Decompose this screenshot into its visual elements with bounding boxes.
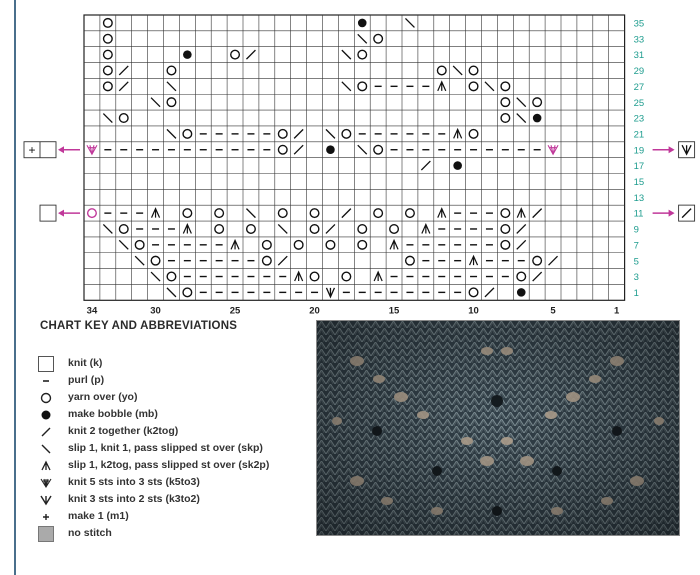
bobble-dot-icon bbox=[453, 161, 462, 170]
row-11-left-box bbox=[40, 205, 56, 221]
legend-label: no stitch bbox=[68, 527, 112, 539]
lace-texture-image bbox=[317, 321, 679, 535]
column-number: 10 bbox=[468, 305, 479, 317]
legend-label: yarn over (yo) bbox=[68, 391, 138, 403]
column-number: 20 bbox=[309, 305, 320, 317]
chart-grid bbox=[84, 15, 625, 300]
column-number: 30 bbox=[150, 305, 161, 317]
legend-title: CHART KEY AND ABBREVIATIONS bbox=[40, 320, 238, 332]
legend-item-k3to2 bbox=[38, 492, 308, 508]
legend-label: knit 5 sts into 3 sts (k5to3) bbox=[68, 476, 200, 488]
row-number: 1 bbox=[633, 287, 639, 299]
no-stitch-box-icon bbox=[38, 526, 54, 542]
purl-dash-icon bbox=[38, 373, 54, 389]
legend-label: slip 1, k2tog, pass slipped st over (sk2p) bbox=[68, 459, 270, 471]
marker-box bbox=[40, 205, 56, 221]
row-number: 29 bbox=[633, 66, 645, 78]
row-number: 35 bbox=[633, 18, 645, 30]
legend-item-k5to3 bbox=[38, 475, 308, 491]
column-number: 25 bbox=[229, 305, 241, 317]
row-number: 11 bbox=[633, 208, 644, 220]
k2tog-slash-icon bbox=[38, 424, 54, 440]
legend-item-yo bbox=[38, 390, 308, 406]
sk2p-caret-icon bbox=[38, 458, 54, 474]
row-number: 19 bbox=[633, 145, 645, 157]
row-number: 21 bbox=[633, 129, 645, 141]
legend-item-k2tog bbox=[38, 424, 308, 440]
legend-item-no-stitch bbox=[38, 526, 308, 542]
left-arrow-head bbox=[58, 146, 64, 153]
bobble-dot-icon bbox=[183, 50, 192, 59]
k5to3-fork-icon bbox=[38, 475, 54, 491]
legend-label: knit 3 sts into 2 sts (k3to2) bbox=[68, 493, 200, 505]
column-number: 15 bbox=[388, 305, 400, 317]
row-number: 9 bbox=[633, 224, 639, 236]
legend-item-knit bbox=[38, 356, 308, 372]
bobble-dot-icon bbox=[517, 288, 526, 297]
legend-item-m1 bbox=[38, 509, 308, 525]
skp-backslash-icon bbox=[38, 441, 54, 457]
bobble-dot-icon bbox=[326, 145, 335, 154]
row-number: 31 bbox=[633, 50, 645, 62]
row-number: 7 bbox=[633, 240, 639, 252]
right-arrow-head bbox=[669, 210, 675, 217]
m1-plus-icon: + bbox=[28, 143, 36, 158]
legend-label: purl (p) bbox=[68, 374, 105, 386]
legend-item-purl bbox=[38, 373, 308, 389]
row-number: 13 bbox=[633, 192, 645, 204]
bobble-dot-icon bbox=[533, 114, 542, 123]
m1-plus-icon bbox=[38, 509, 54, 525]
legend-item-skp bbox=[38, 441, 308, 457]
bobble-dot-icon bbox=[38, 407, 54, 423]
row-number: 3 bbox=[633, 272, 639, 284]
column-number: 5 bbox=[550, 305, 556, 317]
legend-label: knit 2 together (k2tog) bbox=[68, 425, 179, 437]
legend-label: make 1 (m1) bbox=[68, 510, 129, 522]
legend-item-bobble bbox=[38, 407, 308, 423]
legend-label: knit (k) bbox=[68, 357, 103, 369]
column-numbers bbox=[87, 305, 620, 316]
column-number: 1 bbox=[614, 305, 620, 317]
row-number: 27 bbox=[633, 81, 645, 93]
column-number: 34 bbox=[86, 305, 98, 317]
left-arrow-head bbox=[58, 210, 64, 217]
bobble-dot-icon bbox=[358, 19, 367, 28]
row-number: 33 bbox=[633, 34, 645, 46]
legend-label: slip 1, knit 1, pass slipped st over (skp) bbox=[68, 442, 263, 454]
row-number: 5 bbox=[633, 256, 639, 268]
row-number: 23 bbox=[633, 113, 645, 125]
k3to2-fork-icon bbox=[38, 492, 54, 508]
legend-item-sk2p bbox=[38, 458, 308, 474]
row-number: 25 bbox=[633, 97, 645, 109]
legend-label: make bobble (mb) bbox=[68, 408, 158, 420]
row-numbers bbox=[634, 19, 645, 299]
row-number: 15 bbox=[633, 177, 645, 189]
lace-swatch-photo bbox=[316, 320, 680, 536]
knit-box-icon bbox=[38, 356, 54, 372]
row-19-left-box bbox=[24, 142, 56, 158]
row-number: 17 bbox=[633, 161, 645, 173]
right-arrow-head bbox=[669, 146, 675, 153]
yo-circle-icon bbox=[38, 390, 54, 406]
